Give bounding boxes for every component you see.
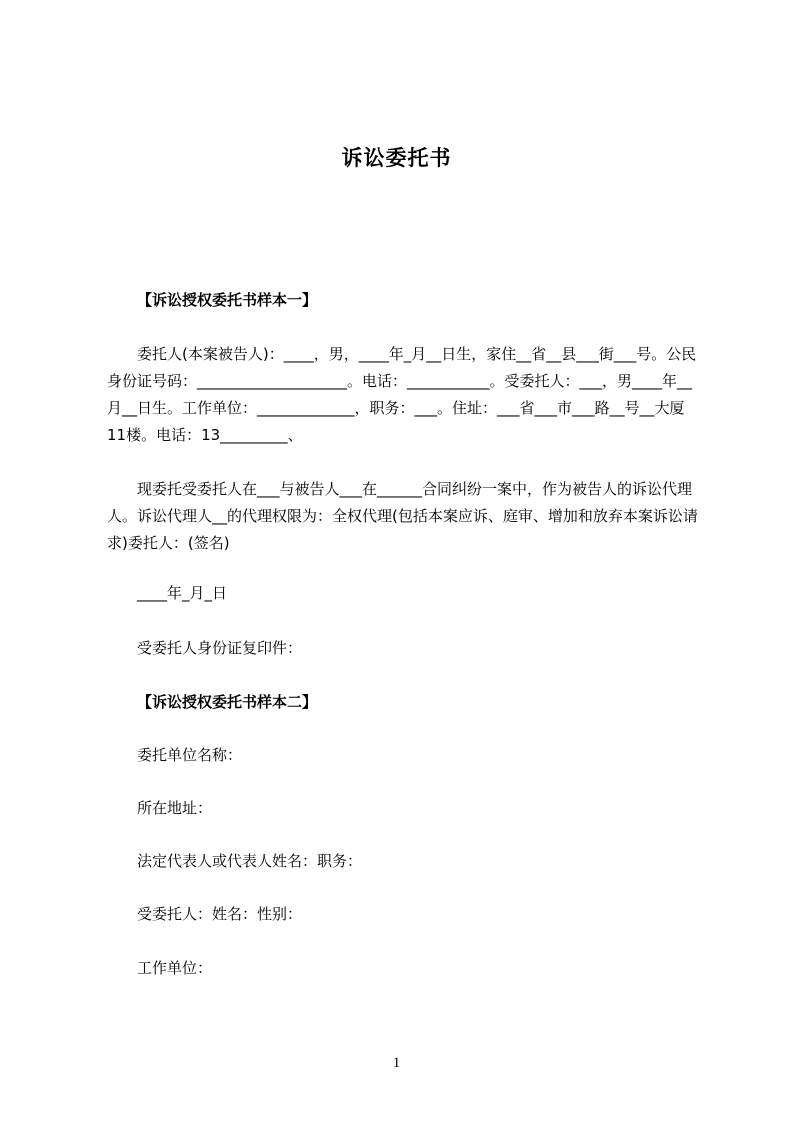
legal-representative-line: 法定代表人或代表人姓名：职务： [137, 852, 363, 870]
sample1-paragraph-2: 现委托受委托人在___与被告人___在______合同纠纷一案中，作为被告人的诉讼代理人。诉讼代理人__的代理权限为：全权代理(包括本案应诉、庭审、增加和放弃本案诉讼请求)委托人：(签名) [107, 480, 698, 552]
trustee-line: 受委托人：姓名：性别： [137, 905, 303, 923]
sample1-paragraph-1: 委托人(本案被告人)：____，男，____年_月__日生，家住__省__县___街___号。公民身份证号码：____________________。电话：___________。受委托人：___，男____年__月__日生。工作单位：_____________，职务：___。住址：___省___市___路__号__大厦11楼。电话：13_________、 [107, 345, 697, 444]
date-line: ____年_月_日 [137, 584, 228, 602]
id-copy-line: 受委托人身份证复印件： [137, 639, 303, 657]
sample2-heading: 【诉讼授权委托书样本二】 [137, 693, 318, 711]
page-number: 1 [392, 1055, 401, 1071]
work-unit-line: 工作单位： [137, 959, 213, 977]
entrust-unit-name-line: 委托单位名称： [137, 746, 243, 764]
document-title: 诉讼委托书 [341, 146, 452, 170]
sample1-heading: 【诉讼授权委托书样本一】 [137, 291, 318, 309]
address-line: 所在地址： [137, 799, 213, 817]
